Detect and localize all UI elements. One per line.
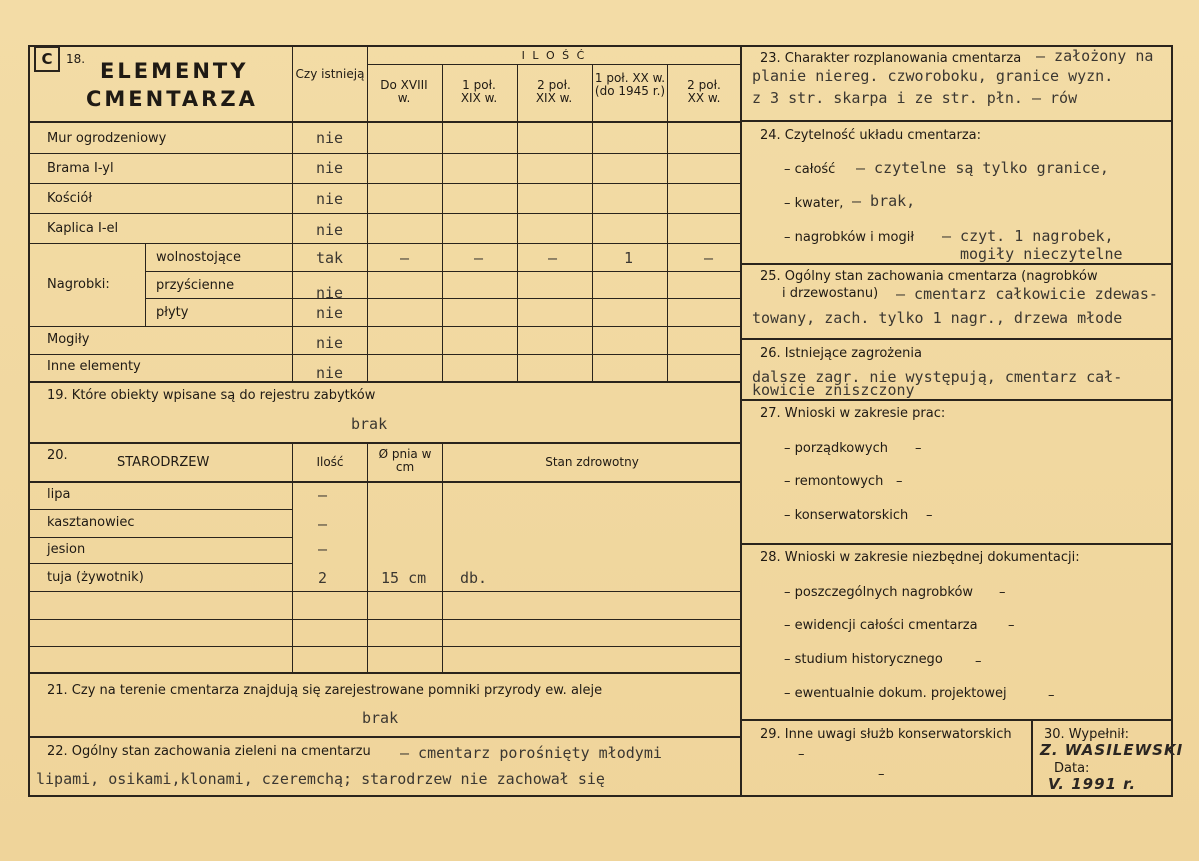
q26-answer-line2: kowicie zniszczony [752,381,915,399]
q30-date: V. 1991 r. [1048,775,1137,793]
tree-ilosc-tuja: 2 [318,569,328,587]
q25-answer-line2: towany, zach. tylko 1 nagr., drzewa młode [752,309,1123,327]
q26-answer-line1: dalsze zagr. nie występują, cmentarz cał- [752,368,1123,386]
q26-label: 26. Istniejące zagrożenia [760,346,922,361]
czy-plyty: nie [316,304,344,322]
q29-answer-line1: – [798,747,805,762]
q22-label: 22. Ogólny stan zachowania zieleni na cmentarzu [47,744,371,759]
header-ilosc: I L O Ś Ć [521,49,587,62]
q24-bottom [741,263,1172,265]
q28-answer-nagrobkow: – [999,585,1006,600]
tree-row-line [28,672,741,674]
q28-bottom [741,719,1172,721]
tree-row-line [28,537,293,538]
tree-name-tuja: tuja (żywotnik) [47,570,144,585]
q27-item-remontowych: – remontowych [784,474,884,489]
col-line-nagrobki [145,244,146,326]
q27-item-konserwatorskich: – konserwatorskich [784,508,909,523]
q19-label: 19. Które obiekty wpisane są do rejestru zabytków [47,388,376,403]
row-label-inne: Inne elementy [47,359,141,374]
row-line [145,298,741,299]
q30-label: 30. Wypełnił: [1044,727,1129,742]
q22-answer-line2: lipami, osikami,klonami, czeremchą; starodrzew nie zachował się [36,770,605,788]
q24-nagrobkow-label: – nagrobków i mogił [784,230,915,245]
q29-q30-divider [1031,720,1033,797]
q30-signature-name: Z. WASILEWSKI [1040,741,1184,759]
q21-label: 21. Czy na terenie cmentarza znajdują się zarejestrowane pomniki przyrody ew. aleje [47,683,603,698]
row-line [28,183,741,184]
q29-answer-line2: – [878,767,885,782]
q28-answer-projektowej: – [1048,688,1055,703]
czy-inne: nie [316,364,344,382]
col-line [667,64,668,382]
row-label-mogily: Mogiły [47,332,90,347]
row-line [28,153,741,154]
czy-kaplica: nie [316,221,344,239]
section-letter-box: C [34,46,60,72]
q28-answer-ewidencji: – [1008,618,1015,633]
q20-col-stan: Stan zdrowotny [545,455,639,469]
tree-col-line [367,443,368,673]
tree-col-line [442,443,443,673]
q27-answer-konserwatorskich: – [926,508,933,523]
q27-answer-porzadkowych: – [915,441,922,456]
header-col-4: 1 poł. XX w. (do 1945 r.) [594,71,666,98]
q20-col-ilosc: Ilość [316,455,344,469]
q19-bottom [28,442,741,444]
row-label-mur: Mur ogrodzeniowy [47,131,167,146]
q27-item-porzadkowych: – porządkowych [784,441,888,456]
q23-bottom [741,120,1172,122]
q28-item-ewidencji: – ewidencji całości cmentarza [784,618,978,633]
czy-kosciol: nie [316,190,344,208]
q23-answer-line2: planie niereg. czworoboku, granice wyzn. [752,67,1114,85]
row-line [28,121,741,123]
q28-item-nagrobkow: – poszczególnych nagrobków [784,585,974,600]
count-xviii: – [400,249,410,267]
q27-label: 27. Wnioski w zakresie prac: [760,406,946,421]
tree-row-line [28,509,293,510]
row-label-przyscienne: przyścienne [156,278,235,293]
q23-label: 23. Charakter rozplanowania cmentarza [760,51,1022,66]
row-label-nagrobki: Nagrobki: [47,277,110,292]
q21-answer: brak [362,709,399,727]
row-line [28,381,741,383]
q25-bottom [741,338,1172,340]
middle-divider [740,45,742,797]
tree-ilosc-kasztanowiec: – [318,515,328,533]
row-line [28,354,741,355]
header-czy-istnieja: Czy istnieją [295,67,365,81]
tree-stan-tuja: db. [460,569,488,587]
section-title-line1: ELEMENTY [100,59,249,83]
frame-left [28,45,30,797]
q28-item-projektowej: – ewentualnie dokum. projektowej [784,686,1007,701]
header-col-1: Do XVIII w. [380,78,428,105]
czy-mur: nie [316,129,344,147]
q24-nagrobkow-answer1: – czyt. 1 nagrobek, [942,227,1114,245]
q20-title: STARODRZEW [117,455,210,470]
col-line [517,64,518,382]
q25-label-line1: 25. Ogólny stan zachowania cmentarza (nagrobków [760,269,1098,284]
row-line [28,213,741,214]
count-1-xix: – [474,249,484,267]
row-label-plyty: płyty [156,305,189,320]
tree-pnia-tuja: 15 cm [381,569,427,587]
section-title-line2: CMENTARZA [86,87,258,111]
q29-label: 29. Inne uwagi służb konserwatorskich [760,727,1012,742]
q28-answer-studium: – [975,654,982,669]
q23-answer-line1: – założony na [1036,47,1154,65]
q20-col-pnia: Ø pnia w cm [378,447,432,474]
count-1-xx: 1 [624,249,634,267]
tree-row-line [28,646,741,647]
q23-answer-line3: z 3 str. skarpa i ze str. płn. – rów [752,89,1078,107]
row-line [28,326,741,327]
frame-right [1171,45,1173,797]
count-2-xx: – [704,249,714,267]
q28-item-studium: – studium historycznego [784,652,943,667]
tree-name-jesion: jesion [47,542,86,557]
header-col-3: 2 poł. XIX w. [535,78,573,105]
count-2-xix: – [548,249,558,267]
frame-top [28,45,1173,47]
q24-kwater-label: – kwater, [784,196,844,211]
q28-label: 28. Wnioski w zakresie niezbędnej dokumentacji: [760,550,1080,565]
q19-answer: brak [351,415,388,433]
czy-przyscienne: nie [316,284,344,302]
q24-calosc-label: – całość [784,162,836,177]
tree-ilosc-lipa: – [318,486,328,504]
tree-row-line [28,591,741,592]
q27-answer-remontowych: – [896,474,903,489]
q25-answer-line1: – cmentarz całkowicie zdewas- [896,285,1158,303]
row-label-kaplica: Kaplica I-el [47,221,119,236]
q25-label-line2: i drzewostanu) [782,286,879,301]
tree-col-line [292,443,293,673]
q22-answer-line1: – cmentarz porośnięty młodymi [400,744,662,762]
col-line [592,64,593,382]
col-line [442,64,443,382]
row-label-wolnostojace: wolnostojące [156,250,241,265]
q27-bottom [741,543,1172,545]
q21-bottom [28,736,741,738]
q24-nagrobkow-answer2: mogiły nieczytelne [960,245,1123,263]
czy-mogily: nie [316,334,344,352]
tree-name-lipa: lipa [47,487,71,502]
header-col-2: 1 poł. XIX w. [460,78,498,105]
section-number: 18. [66,52,86,66]
q24-label: 24. Czytelność układu cmentarza: [760,128,982,143]
row-line [367,64,741,65]
row-label-kosciol: Kościół [47,191,93,206]
tree-row-line [28,619,741,620]
tree-row-line [28,563,293,564]
q26-bottom [741,399,1172,401]
row-label-brama: Brama I-yl [47,161,114,176]
frame-bottom [28,795,1173,797]
q30-data-label: Data: [1054,761,1090,776]
czy-brama: nie [316,159,344,177]
tree-ilosc-jesion: – [318,540,328,558]
q24-calosc-answer: – czytelne są tylko granice, [856,159,1109,177]
tree-name-kasztanowiec: kasztanowiec [47,515,135,530]
row-line [145,271,741,272]
tree-row-line [28,481,741,483]
row-line [28,243,741,244]
q24-kwater-answer: – brak, [852,192,916,210]
header-col-5: 2 poł. XX w. [687,78,721,105]
czy-wolnostojace: tak [316,249,344,267]
q20-number: 20. [47,448,68,463]
